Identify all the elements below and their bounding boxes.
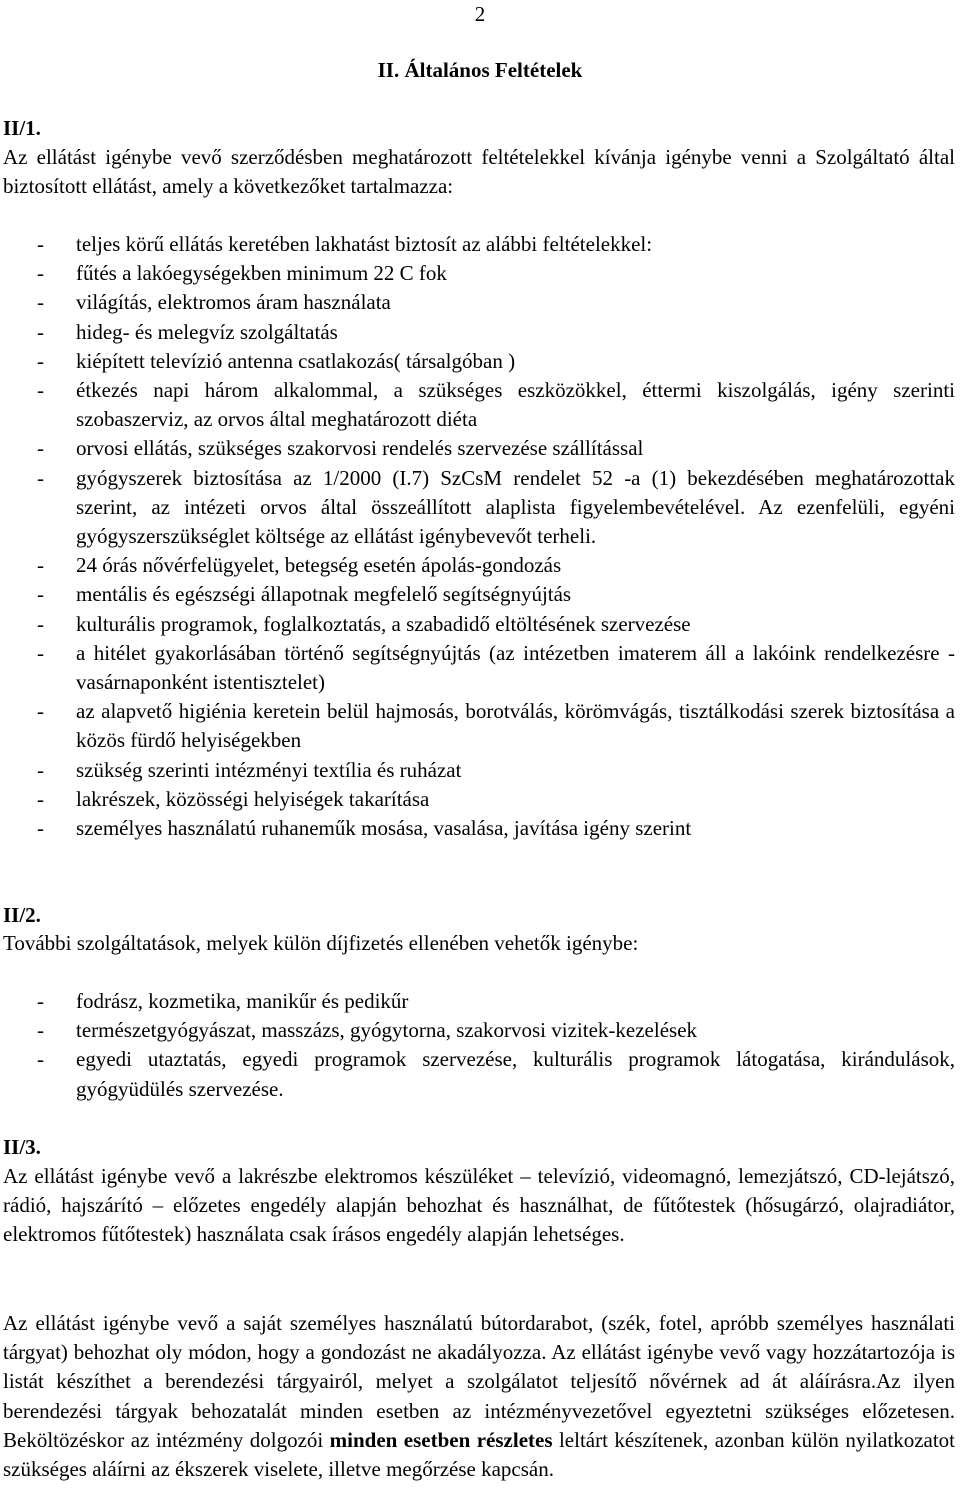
list-item — [3, 551, 955, 580]
page-number: 2 — [474, 2, 486, 26]
list-item-text: az alapvető higiénia keretein belül hajmosás, borotválás, körömvágás, tisztálkodási szerek biztosítása a közös fürdő helyiségekben — [76, 699, 955, 753]
list-dash: - — [37, 1047, 44, 1072]
list-item-text: 24 órás nővérfelügyelet, betegség esetén ápolás-gondozás — [76, 553, 562, 578]
list-dash: - — [37, 757, 44, 782]
list-item — [3, 1045, 955, 1103]
list-item-text: kulturális programok, foglalkoztatás, a szabadidő eltöltésének szervezése — [76, 611, 691, 636]
list-item-text: orvosi ellátás, szükséges szakorvosi rendelés szervezése szállítással — [76, 436, 644, 461]
list-item-text: fűtés a lakóegységekben minimum 22 C fok — [76, 261, 447, 286]
list-dash: - — [37, 261, 44, 286]
list-item-text: gyógyszerek biztosítása az 1/2000 (I.7) SzCsM rendelet 52 -a (1) bekezdésében meghatározottak szerint, az intézeti orvos által összeállított alaplista figyelembevételével. Az ezenfelüli, egyéni gyógyszerszükséglet költsége az ellátást igénybevevőt terheli. — [76, 465, 955, 549]
section-heading-1: II/1. — [3, 116, 41, 140]
page-title: II. Általános Feltételek — [377, 58, 583, 82]
list-dash: - — [37, 611, 44, 636]
list-dash: - — [37, 465, 44, 490]
list-item — [3, 288, 955, 317]
list-dash: - — [37, 1018, 44, 1043]
section-1-intro: Az ellátást igénybe vevő szerződésben meghatározott feltételekkel kívánja igénybe venni a Szolgáltató által biztosított ellátást, amely a következőket tartalmazza: — [3, 145, 955, 199]
list-item — [3, 347, 955, 376]
section-3-paragraph-2 — [3, 1309, 955, 1484]
list-dash: - — [37, 553, 44, 578]
list-item-text: fodrász, kozmetika, manikűr és pedikűr — [76, 989, 409, 1013]
section-heading-3: II/3. — [3, 1135, 41, 1159]
list-item — [3, 318, 955, 347]
section-2-list — [3, 987, 955, 1104]
list-dash: - — [37, 640, 44, 665]
list-dash: - — [37, 319, 44, 344]
list-item — [3, 434, 955, 463]
list-item-text: kiépített televízió antenna csatlakozás( társalgóban ) — [76, 348, 516, 373]
list-item-text: hideg- és melegvíz szolgáltatás — [76, 319, 338, 344]
list-item — [3, 639, 955, 697]
list-item-text: lakrészek, közösségi helyiségek takarítása — [76, 786, 430, 811]
list-dash: - — [37, 232, 44, 256]
list-dash: - — [37, 348, 44, 373]
list-item-text: természetgyógyászat, masszázs, gyógytorna, szakorvosi vizitek-kezelések — [76, 1018, 698, 1043]
list-item — [3, 464, 955, 552]
list-item-text: egyedi utaztatás, egyedi programok szervezése, kulturális programok látogatása, kirándulások, gyógyüdülés szervezése. — [76, 1047, 955, 1101]
list-dash: - — [37, 378, 44, 403]
list-item — [3, 259, 955, 288]
list-item-text: étkezés napi három alkalommal, a szükséges eszközökkel, éttermi kiszolgálás, igény szerinti szobaszerviz, az orvos által meghatározott diéta — [76, 378, 955, 432]
list-item — [3, 814, 955, 843]
list-dash: - — [37, 989, 44, 1013]
section-1-list — [3, 230, 955, 843]
section-3-paragraph-1: Az ellátást igénybe vevő a lakrészbe elektromos készüléket – televízió, videomagnó, lemezjátszó, CD-lejátszó, rádió, hajszárító – előzetes engedély alapján behozhat és használhat, de fűtőtestek (hősugárzó, olajradiátor, elektromos fűtőtestek) használata csak írásos engedély alapján lehetséges. — [3, 1164, 955, 1247]
list-item — [3, 756, 955, 785]
emphasis-text: minden esetben részletes — [329, 1427, 553, 1452]
list-item-text: személyes használatú ruhaneműk mosása, vasalása, javítása igény szerint — [76, 816, 692, 841]
list-item — [3, 1016, 955, 1045]
list-item — [3, 376, 955, 434]
list-item-text: mentális és egészségi állapotnak megfelelő segítségnyújtás — [76, 582, 572, 607]
list-dash: - — [37, 699, 44, 724]
list-item — [3, 785, 955, 814]
list-item-text: szükség szerinti intézményi textília és ruházat — [76, 757, 462, 782]
list-dash: - — [37, 290, 44, 315]
list-item — [3, 230, 955, 259]
list-dash: - — [37, 582, 44, 607]
list-dash: - — [37, 436, 44, 461]
list-item-text: világítás, elektromos áram használata — [76, 290, 391, 315]
section-heading-2: II/2. — [3, 903, 41, 927]
list-dash: - — [37, 786, 44, 811]
list-dash: - — [37, 816, 44, 841]
list-item — [3, 610, 955, 639]
list-item-text: teljes körű ellátás keretében lakhatást biztosít az alábbi feltételekkel: — [76, 232, 653, 256]
list-item-text: a hitélet gyakorlásában történő segítségnyújtás (az intézetben imaterem áll a lakóink rendelkezésre -vasárnaponként istentisztelet) — [76, 640, 955, 695]
section-2-intro: További szolgáltatások, melyek külön díjfizetés ellenében vehetők igénybe: — [3, 931, 639, 955]
list-item — [3, 697, 955, 755]
list-item — [3, 987, 955, 1016]
paragraph-text: Az ellátást igénybe vevő a saját személyes használatú bútordarabot, (szék, fotel, apróbb személyes használati tárgyat) behozhat oly módon, hogy a gondozást ne akadályozza. Az ellátást igénybe vevő vagy hozzátartozója is listát készíthet a berendezési tárgyairól, melyet a szolgálatot teljesítő nővérnek ad át aláírásra.Az ilyen berendezési tárgyak behozatalát minden esetben az intézményvezetővel egyeztetni szükséges előzetesen. Beköltözéskor az intézmény dolgozói — [3, 1311, 955, 1452]
list-item — [3, 580, 955, 609]
paragraph-text: leltárt készítenek, azonban külön nyilatkozatot szükséges aláírni az ékszerek viselete, illetve megőrzése kapcsán. — [3, 1427, 956, 1482]
